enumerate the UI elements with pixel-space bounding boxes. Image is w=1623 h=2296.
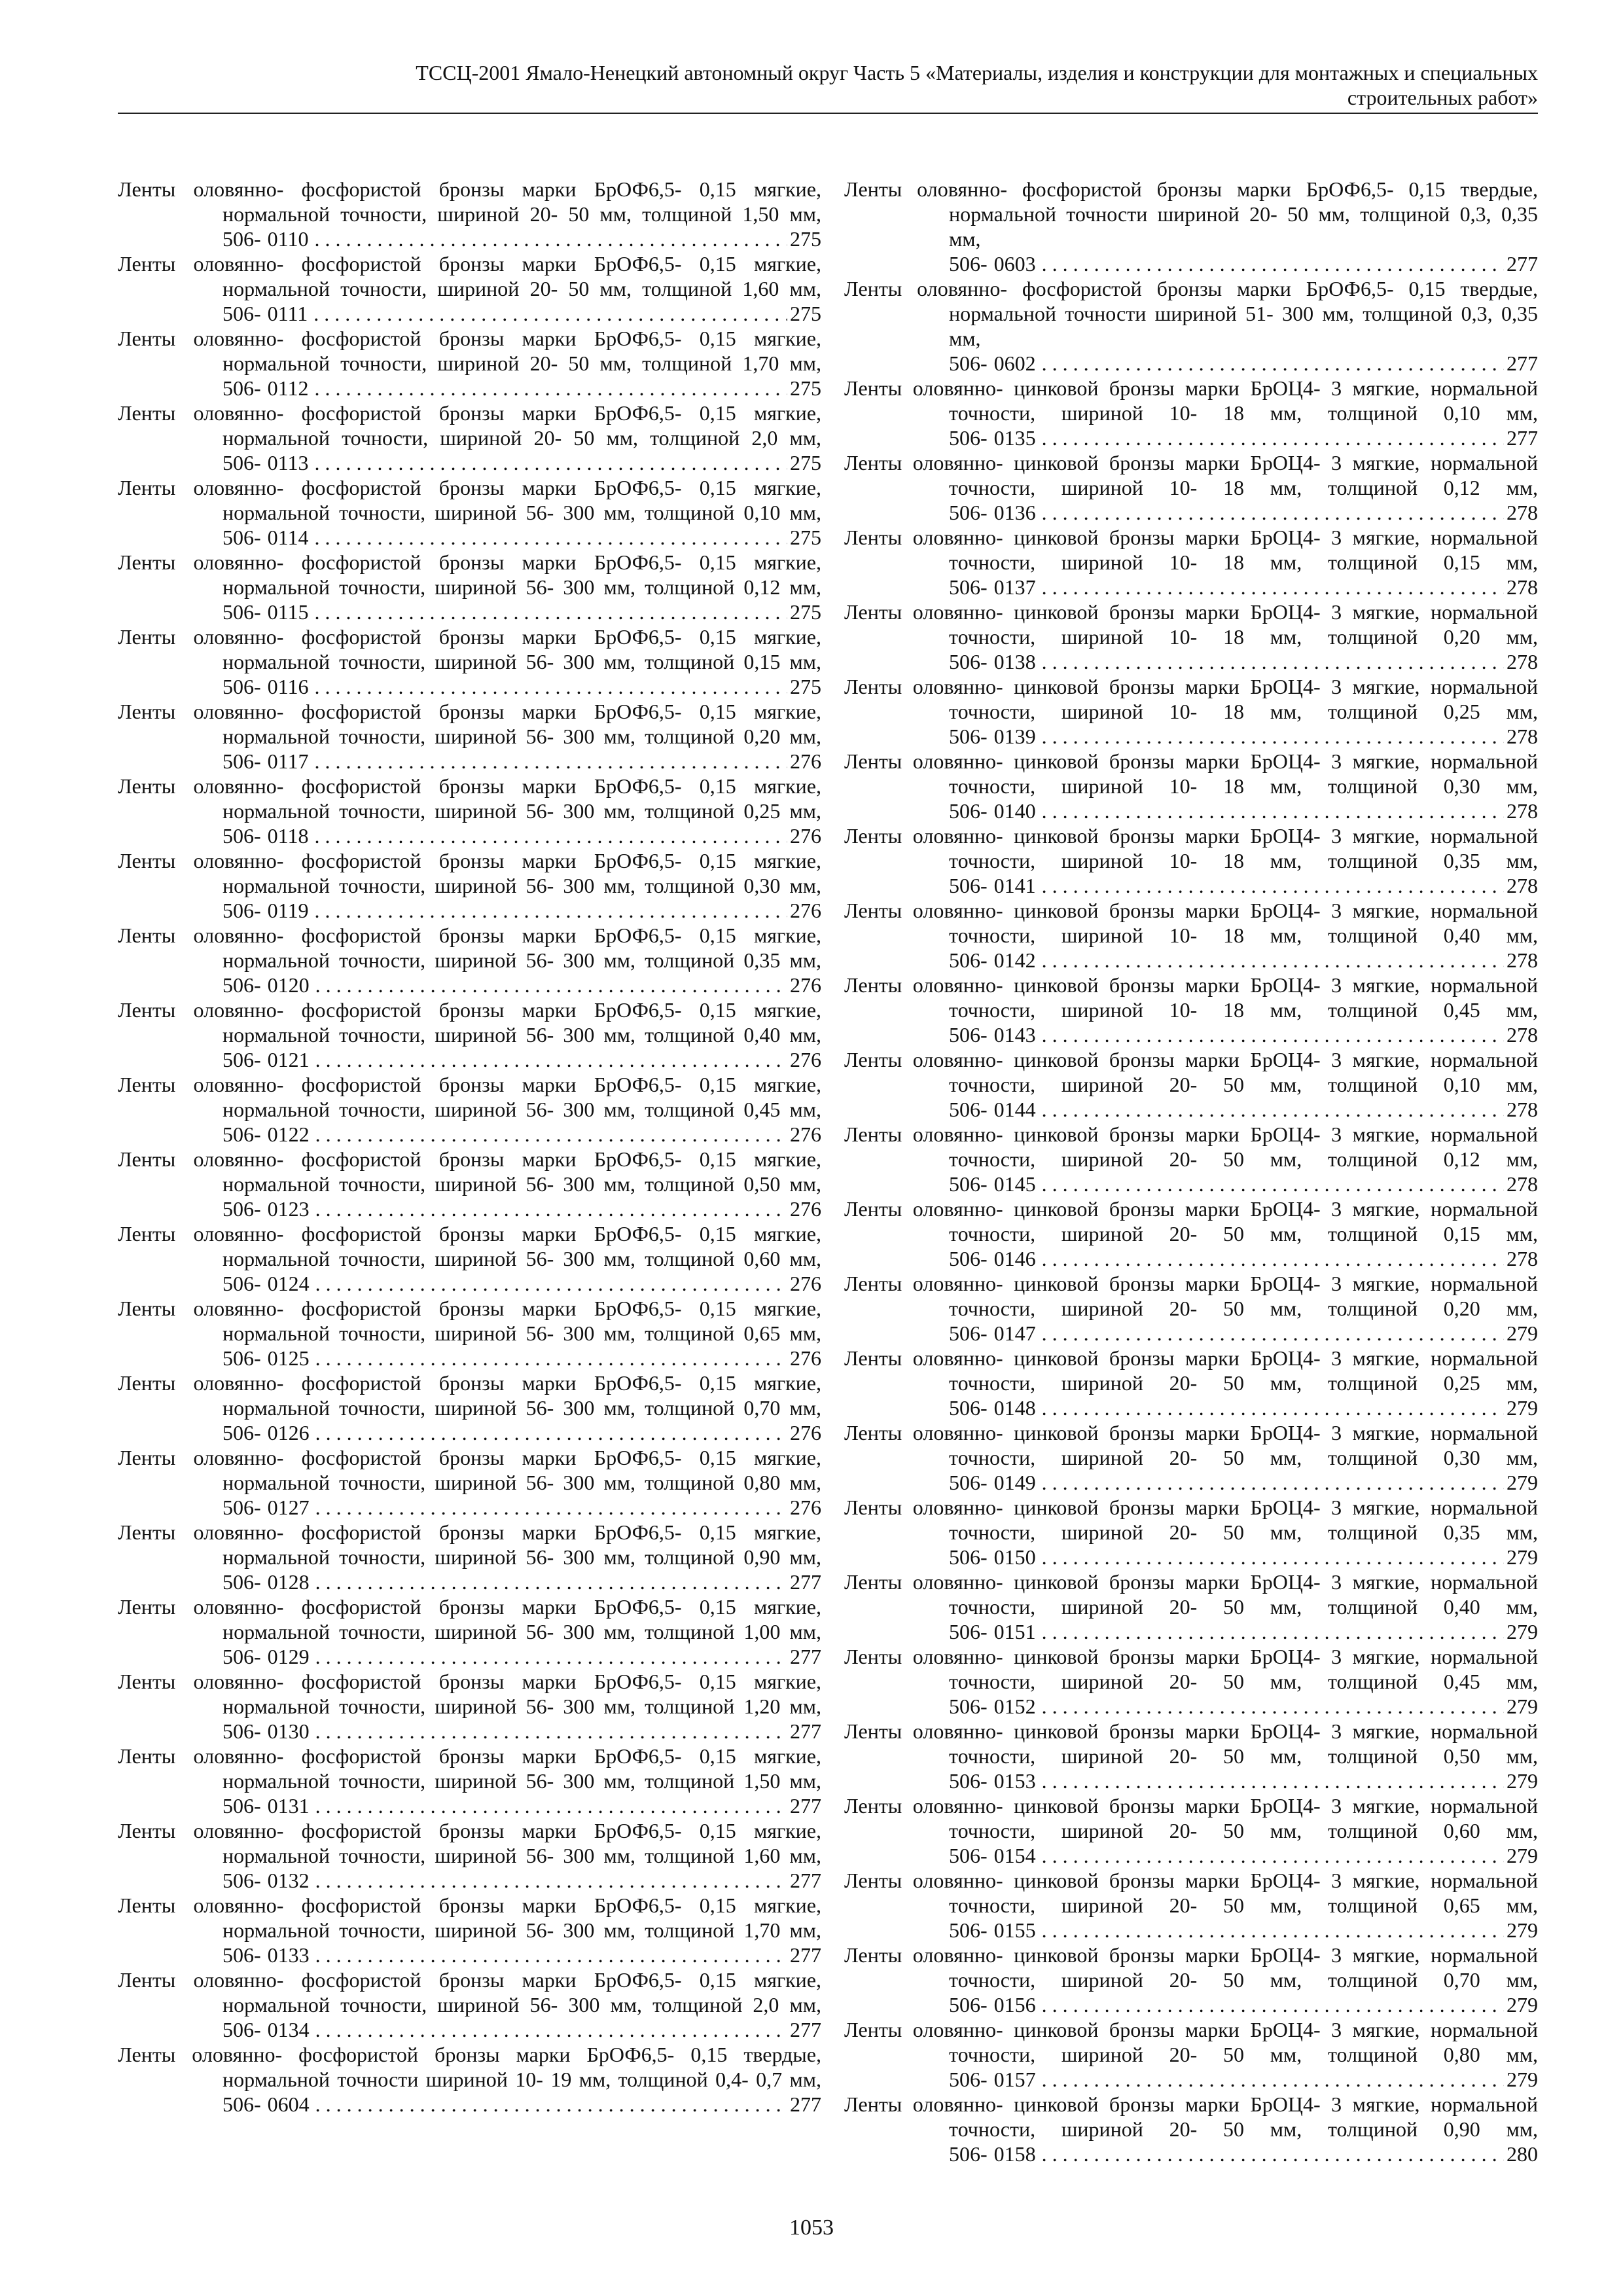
entry-description: Ленты оловянно- цинковой бронзы марки БрОЦ4- 3 мягкие, нормальной точности, шириной 20- 50 мм, толщиной 0,35 мм,	[844, 1496, 1538, 1544]
entry-description: Ленты оловянно- цинковой бронзы марки БрОЦ4- 3 мягкие, нормальной точности, шириной 10- 18 мм, толщиной 0,15 мм,	[844, 526, 1538, 574]
index-entry	[844, 376, 1538, 450]
entry-code: 506- 0151 . . .	[949, 1620, 1538, 1643]
entry-page-number: 280	[1504, 2142, 1538, 2166]
index-entry	[118, 1744, 821, 1818]
entry-page-number: 278	[1504, 649, 1538, 674]
entry-code: 506- 0114 . . .	[223, 526, 821, 549]
entry-code: 506- 0145 . . .	[949, 1172, 1538, 1196]
entry-description: Ленты оловянно- фосфористой бронзы марки БрОФ6,5- 0,15 мягкие, нормальной точности, шириной 56- 300 мм, толщиной 0,45 мм,	[118, 1073, 821, 1121]
index-entry	[844, 823, 1538, 898]
entry-page-number: 275	[787, 226, 821, 251]
entry-page-number: 277	[787, 1570, 821, 1594]
entry-page-number: 278	[1504, 873, 1538, 898]
entry-description: Ленты оловянно- фосфористой бронзы марки БрОФ6,5- 0,15 мягкие, нормальной точности, шириной 20- 50 мм, толщиной 1,70 мм,	[118, 327, 821, 375]
entry-code: 506- 0140 . . .	[949, 799, 1538, 823]
index-entry	[118, 2042, 821, 2117]
entry-code: 506- 0147 . . .	[949, 1321, 1538, 1345]
page-number: 1053	[789, 2215, 834, 2240]
index-entry	[118, 1967, 821, 2042]
entry-description: Ленты оловянно- цинковой бронзы марки БрОЦ4- 3 мягкие, нормальной точности, шириной 20- 50 мм, толщиной 0,90 мм,	[844, 2092, 1538, 2141]
entry-description: Ленты оловянно- фосфористой бронзы марки БрОФ6,5- 0,15 мягкие, нормальной точности, шириной 56- 300 мм, толщиной 0,15 мм,	[118, 625, 821, 673]
entry-code: 506- 0116 . . .	[223, 675, 821, 698]
entry-page-number: 278	[1504, 948, 1538, 973]
entry-description: Ленты оловянно- цинковой бронзы марки БрОЦ4- 3 мягкие, нормальной точности, шириной 20- 50 мм, толщиной 0,40 мм,	[844, 1570, 1538, 1619]
entry-description: Ленты оловянно- фосфористой бронзы марки БрОФ6,5- 0,15 мягкие, нормальной точности, шириной 20- 50 мм, толщиной 2,0 мм,	[118, 401, 821, 450]
index-entry	[118, 624, 821, 699]
entry-description: Ленты оловянно- фосфористой бронзы марки БрОФ6,5- 0,15 мягкие, нормальной точности, шириной 56- 300 мм, толщиной 0,65 мм,	[118, 1297, 821, 1345]
index-entry	[844, 973, 1538, 1047]
entry-page-number: 276	[787, 1196, 821, 1221]
entry-page-number: 276	[787, 1122, 821, 1147]
header-line-1: ТССЦ-2001 Ямало-Ненецкий автономный округ Часть 5 «Материалы, изделия и конструкции для монтажных и специальных	[416, 61, 1538, 84]
entry-code: 506- 0152 . . .	[949, 1695, 1538, 1718]
entry-description: Ленты оловянно- фосфористой бронзы марки БрОФ6,5- 0,15 мягкие, нормальной точности, шириной 56- 300 мм, толщиной 0,25 мм,	[118, 774, 821, 823]
index-entry	[118, 699, 821, 774]
index-entry	[118, 774, 821, 848]
index-entry	[844, 1196, 1538, 1271]
index-entry	[844, 1420, 1538, 1495]
entry-code: 506- 0149 . . .	[949, 1471, 1538, 1494]
entry-page-number: 279	[1504, 1395, 1538, 1420]
entry-page-number: 276	[787, 1271, 821, 1296]
entry-page-number: 275	[787, 450, 821, 475]
index-entry	[844, 2092, 1538, 2166]
entry-code: 506- 0138 . . .	[949, 650, 1538, 673]
entry-description: Ленты оловянно- фосфористой бронзы марки БрОФ6,5- 0,15 мягкие, нормальной точности, шириной 56- 300 мм, толщиной 1,20 мм,	[118, 1670, 821, 1718]
entry-code: 506- 0146 . . .	[949, 1247, 1538, 1270]
index-entry	[844, 1047, 1538, 1122]
entry-page-number: 275	[787, 600, 821, 624]
index-entry	[844, 898, 1538, 973]
entry-description: Ленты оловянно- цинковой бронзы марки БрОЦ4- 3 мягкие, нормальной точности, шириной 10- 18 мм, толщиной 0,30 мм,	[844, 749, 1538, 798]
index-entry	[118, 326, 821, 401]
entry-page-number: 276	[787, 1047, 821, 1072]
index-entry	[118, 1669, 821, 1744]
entry-page-number: 276	[787, 898, 821, 923]
entry-description: Ленты оловянно- цинковой бронзы марки БрОЦ4- 3 мягкие, нормальной точности, шириной 20- 50 мм, толщиной 0,12 мм,	[844, 1122, 1538, 1171]
index-entry	[118, 1296, 821, 1371]
entry-code: 506- 0150 . . .	[949, 1545, 1538, 1569]
index-entry	[118, 1371, 821, 1445]
index-entry	[844, 276, 1538, 376]
entry-description: Ленты оловянно- цинковой бронзы марки БрОЦ4- 3 мягкие, нормальной точности, шириной 10- 18 мм, толщиной 0,12 мм,	[844, 451, 1538, 499]
entry-code: 506- 0132 . . .	[223, 1869, 821, 1892]
entry-page-number: 275	[787, 525, 821, 550]
entry-description: Ленты оловянно- фосфористой бронзы марки БрОФ6,5- 0,15 мягкие, нормальной точности, шириной 56- 300 мм, толщиной 0,10 мм,	[118, 476, 821, 524]
entry-description: Ленты оловянно- цинковой бронзы марки БрОЦ4- 3 мягкие, нормальной точности, шириной 20- 50 мм, толщиной 0,25 мм,	[844, 1346, 1538, 1395]
index-entry	[844, 1346, 1538, 1420]
entry-description: Ленты оловянно- цинковой бронзы марки БрОЦ4- 3 мягкие, нормальной точности, шириной 20- 50 мм, толщиной 0,45 мм,	[844, 1645, 1538, 1693]
entry-page-number: 279	[1504, 1843, 1538, 1868]
entry-page-number: 279	[1504, 1545, 1538, 1570]
entry-code: 506- 0158 . . .	[949, 2142, 1538, 2166]
entry-description: Ленты оловянно- фосфористой бронзы марки БрОФ6,5- 0,15 мягкие, нормальной точности, шириной 56- 300 мм, толщиной 0,50 мм,	[118, 1147, 821, 1196]
index-entry	[118, 1072, 821, 1147]
index-entry	[844, 749, 1538, 823]
index-entry	[844, 1644, 1538, 1719]
entry-code: 506- 0117 . . .	[223, 749, 821, 773]
entry-page-number: 279	[1504, 1470, 1538, 1495]
entry-description: Ленты оловянно- фосфористой бронзы марки БрОФ6,5- 0,15 твердые, нормальной точности шириной 10- 19 мм, толщиной 0,4- 0,7 мм,	[118, 2043, 821, 2091]
entry-code: 506- 0128 . . .	[223, 1570, 821, 1594]
entry-code: 506- 0120 . . .	[223, 973, 821, 997]
entry-description: Ленты оловянно- цинковой бронзы марки БрОЦ4- 3 мягкие, нормальной точности, шириной 10- 18 мм, толщиной 0,10 мм,	[844, 376, 1538, 425]
entry-code: 506- 0148 . . .	[949, 1396, 1538, 1420]
entry-code: 506- 0144 . . .	[949, 1098, 1538, 1121]
entry-code: 506- 0137 . . .	[949, 575, 1538, 599]
index-entry	[118, 923, 821, 997]
entry-page-number: 279	[1504, 1694, 1538, 1719]
entry-page-number: 277	[787, 2017, 821, 2042]
entry-description: Ленты оловянно- цинковой бронзы марки БрОЦ4- 3 мягкие, нормальной точности, шириной 10- 18 мм, толщиной 0,40 мм,	[844, 899, 1538, 947]
running-header	[118, 60, 1538, 114]
entry-code: 506- 0125 . . .	[223, 1346, 821, 1370]
entry-page-number: 278	[1504, 500, 1538, 525]
index-entry	[844, 1122, 1538, 1196]
entry-description: Ленты оловянно- фосфористой бронзы марки БрОФ6,5- 0,15 мягкие, нормальной точности, шириной 56- 300 мм, толщиной 0,12 мм,	[118, 550, 821, 599]
index-entry	[844, 1943, 1538, 2017]
entry-page-number: 275	[787, 301, 821, 326]
entry-description: Ленты оловянно- фосфористой бронзы марки БрОФ6,5- 0,15 мягкие, нормальной точности, шириной 56- 300 мм, толщиной 0,30 мм,	[118, 849, 821, 897]
entry-page-number: 279	[1504, 1768, 1538, 1793]
entry-code: 506- 0118 . . .	[223, 824, 821, 848]
entry-page-number: 277	[1504, 425, 1538, 450]
entry-code: 506- 0139 . . .	[949, 725, 1538, 748]
entry-code: 506- 0124 . . .	[223, 1272, 821, 1295]
index-entry	[118, 1147, 821, 1221]
entry-page-number: 278	[1504, 1172, 1538, 1196]
index-entry	[118, 1445, 821, 1520]
entry-code: 506- 0123 . . .	[223, 1197, 821, 1221]
entry-code: 506- 0143 . . .	[949, 1023, 1538, 1047]
entry-page-number: 277	[787, 1793, 821, 1818]
entry-description: Ленты оловянно- фосфористой бронзы марки БрОФ6,5- 0,15 мягкие, нормальной точности, шириной 56- 300 мм, толщиной 0,90 мм,	[118, 1520, 821, 1569]
entry-description: Ленты оловянно- цинковой бронзы марки БрОЦ4- 3 мягкие, нормальной точности, шириной 20- 50 мм, толщиной 0,80 мм,	[844, 2018, 1538, 2066]
entry-description: Ленты оловянно- цинковой бронзы марки БрОЦ4- 3 мягкие, нормальной точности, шириной 10- 18 мм, толщиной 0,20 мм,	[844, 600, 1538, 649]
entry-code: 506- 0127 . . .	[223, 1496, 821, 1519]
entry-page-number: 276	[787, 749, 821, 774]
entry-description: Ленты оловянно- фосфористой бронзы марки БрОФ6,5- 0,15 мягкие, нормальной точности, шириной 56- 300 мм, толщиной 2,0 мм,	[118, 1968, 821, 2017]
entry-page-number: 278	[1504, 1097, 1538, 1122]
index-column-left	[118, 177, 821, 2117]
entry-code: 506- 0153 . . .	[949, 1769, 1538, 1793]
entry-code: 506- 0604 . . .	[223, 2092, 821, 2116]
entry-description: Ленты оловянно- фосфористой бронзы марки БрОФ6,5- 0,15 мягкие, нормальной точности, шириной 56- 300 мм, толщиной 0,80 мм,	[118, 1446, 821, 1494]
entry-page-number: 279	[1504, 1619, 1538, 1644]
index-entry	[844, 525, 1538, 600]
entry-code: 506- 0112 . . .	[223, 376, 821, 400]
entry-code: 506- 0603 . . .	[949, 252, 1538, 276]
entry-code: 506- 0135 . . .	[949, 426, 1538, 450]
entry-description: Ленты оловянно- фосфористой бронзы марки БрОФ6,5- 0,15 мягкие, нормальной точности, шириной 20- 50 мм, толщиной 1,50 мм,	[118, 177, 821, 226]
entry-description: Ленты оловянно- фосфористой бронзы марки БрОФ6,5- 0,15 мягкие, нормальной точности, шириной 56- 300 мм, толщиной 0,20 мм,	[118, 700, 821, 748]
index-entry	[118, 475, 821, 550]
entry-code: 506- 0133 . . .	[223, 1943, 821, 1967]
index-entry	[844, 1719, 1538, 1793]
entry-page-number: 278	[1504, 724, 1538, 749]
entry-description: Ленты оловянно- фосфористой бронзы марки БрОФ6,5- 0,15 мягкие, нормальной точности, шириной 56- 300 мм, толщиной 1,50 мм,	[118, 1744, 821, 1793]
index-entry	[118, 550, 821, 624]
entry-description: Ленты оловянно- фосфористой бронзы марки БрОФ6,5- 0,15 мягкие, нормальной точности, шириной 56- 300 мм, толщиной 1,70 мм,	[118, 1893, 821, 1942]
entry-description: Ленты оловянно- фосфористой бронзы марки БрОФ6,5- 0,15 мягкие, нормальной точности, шириной 56- 300 мм, толщиной 0,40 мм,	[118, 998, 821, 1047]
index-entry	[844, 1495, 1538, 1570]
index-entry	[844, 1868, 1538, 1943]
entry-description: Ленты оловянно- цинковой бронзы марки БрОЦ4- 3 мягкие, нормальной точности, шириной 10- 18 мм, толщиной 0,45 мм,	[844, 973, 1538, 1022]
index-entry	[118, 1520, 821, 1594]
entry-code: 506- 0136 . . .	[949, 501, 1538, 524]
entry-description: Ленты оловянно- цинковой бронзы марки БрОЦ4- 3 мягкие, нормальной точности, шириной 20- 50 мм, толщиной 0,30 мм,	[844, 1421, 1538, 1469]
entry-code: 506- 0142 . . .	[949, 948, 1538, 972]
entry-description: Ленты оловянно- фосфористой бронзы марки БрОФ6,5- 0,15 твердые, нормальной точности шириной 51- 300 мм, толщиной 0,3, 0,35 мм,	[844, 277, 1538, 350]
index-entry	[118, 251, 821, 326]
entry-page-number: 275	[787, 376, 821, 401]
entry-page-number: 278	[1504, 1246, 1538, 1271]
entry-code: 506- 0141 . . .	[949, 874, 1538, 897]
entry-code: 506- 0134 . . .	[223, 2018, 821, 2041]
entry-description: Ленты оловянно- цинковой бронзы марки БрОЦ4- 3 мягкие, нормальной точности, шириной 10- 18 мм, толщиной 0,25 мм,	[844, 675, 1538, 723]
entry-code: 506- 0126 . . .	[223, 1421, 821, 1444]
entry-code: 506- 0157 . . .	[949, 2068, 1538, 2091]
entry-page-number: 277	[1504, 351, 1538, 376]
index-entry	[844, 1570, 1538, 1644]
index-entry	[844, 600, 1538, 674]
entry-description: Ленты оловянно- цинковой бронзы марки БрОЦ4- 3 мягкие, нормальной точности, шириной 20- 50 мм, толщиной 0,60 мм,	[844, 1794, 1538, 1842]
entry-description: Ленты оловянно- цинковой бронзы марки БрОЦ4- 3 мягкие, нормальной точности, шириной 10- 18 мм, толщиной 0,35 мм,	[844, 824, 1538, 872]
entry-page-number: 276	[787, 1420, 821, 1445]
entry-description: Ленты оловянно- цинковой бронзы марки БрОЦ4- 3 мягкие, нормальной точности, шириной 20- 50 мм, толщиной 0,15 мм,	[844, 1197, 1538, 1246]
entry-page-number: 277	[787, 1719, 821, 1744]
entry-page-number: 279	[1504, 2067, 1538, 2092]
entry-description: Ленты оловянно- цинковой бронзы марки БрОЦ4- 3 мягкие, нормальной точности, шириной 20- 50 мм, толщиной 0,70 мм,	[844, 1943, 1538, 1992]
entry-page-number: 277	[787, 1644, 821, 1669]
entry-page-number: 276	[787, 1346, 821, 1371]
entry-description: Ленты оловянно- фосфористой бронзы марки БрОФ6,5- 0,15 мягкие, нормальной точности, шириной 20- 50 мм, толщиной 1,60 мм,	[118, 252, 821, 300]
entry-code: 506- 0130 . . .	[223, 1719, 821, 1743]
entry-code: 506- 0115 . . .	[223, 600, 821, 624]
entry-page-number: 276	[787, 823, 821, 848]
entry-description: Ленты оловянно- фосфористой бронзы марки БрОФ6,5- 0,15 мягкие, нормальной точности, шириной 56- 300 мм, толщиной 0,70 мм,	[118, 1371, 821, 1420]
entry-code: 506- 0110 . . .	[223, 227, 821, 251]
index-entry	[844, 2017, 1538, 2092]
entry-page-number: 278	[1504, 1022, 1538, 1047]
entry-description: Ленты оловянно- фосфористой бронзы марки БрОФ6,5- 0,15 мягкие, нормальной точности, шириной 56- 300 мм, толщиной 0,35 мм,	[118, 924, 821, 972]
index-entry	[118, 1893, 821, 1967]
index-entry	[118, 997, 821, 1072]
index-entry	[844, 1793, 1538, 1868]
entry-page-number: 278	[1504, 798, 1538, 823]
entry-code: 506- 0131 . . .	[223, 1794, 821, 1818]
entry-code: 506- 0122 . . .	[223, 1122, 821, 1146]
entry-description: Ленты оловянно- фосфористой бронзы марки БрОФ6,5- 0,15 мягкие, нормальной точности, шириной 56- 300 мм, толщиной 0,60 мм,	[118, 1222, 821, 1270]
entry-page-number: 277	[787, 1943, 821, 1967]
index-entry	[118, 1818, 821, 1893]
entry-code: 506- 0111 . . .	[223, 302, 821, 325]
index-entry	[118, 848, 821, 923]
entry-page-number: 277	[787, 1868, 821, 1893]
index-entry	[118, 177, 821, 251]
entry-description: Ленты оловянно- фосфористой бронзы марки БрОФ6,5- 0,15 мягкие, нормальной точности, шириной 56- 300 мм, толщиной 1,60 мм,	[118, 1819, 821, 1867]
entry-description: Ленты оловянно- цинковой бронзы марки БрОЦ4- 3 мягкие, нормальной точности, шириной 20- 50 мм, толщиной 0,65 мм,	[844, 1869, 1538, 1917]
entry-page-number: 276	[787, 1495, 821, 1520]
index-column-right	[844, 177, 1538, 2166]
entry-description: Ленты оловянно- фосфористой бронзы марки БрОФ6,5- 0,15 твердые, нормальной точности шириной 20- 50 мм, толщиной 0,3, 0,35 мм,	[844, 177, 1538, 251]
entry-code: 506- 0154 . . .	[949, 1844, 1538, 1867]
entry-description: Ленты оловянно- цинковой бронзы марки БрОЦ4- 3 мягкие, нормальной точности, шириной 20- 50 мм, толщиной 0,50 мм,	[844, 1719, 1538, 1768]
entry-description: Ленты оловянно- цинковой бронзы марки БрОЦ4- 3 мягкие, нормальной точности, шириной 20- 50 мм, толщиной 0,20 мм,	[844, 1272, 1538, 1320]
index-entry	[844, 450, 1538, 525]
entry-code: 506- 0113 . . .	[223, 451, 821, 475]
entry-page-number: 277	[1504, 251, 1538, 276]
entry-code: 506- 0155 . . .	[949, 1918, 1538, 1942]
entry-page-number: 276	[787, 973, 821, 997]
index-entry	[118, 401, 821, 475]
entry-code: 506- 0119 . . .	[223, 899, 821, 922]
index-entry	[844, 674, 1538, 749]
index-entry	[118, 1594, 821, 1669]
header-line-2: строительных работ»	[1347, 86, 1538, 109]
entry-code: 506- 0602 . . .	[949, 351, 1538, 375]
entry-description: Ленты оловянно- цинковой бронзы марки БрОЦ4- 3 мягкие, нормальной точности, шириной 20- 50 мм, толщиной 0,10 мм,	[844, 1048, 1538, 1096]
entry-page-number: 277	[787, 2092, 821, 2117]
index-entry	[844, 1271, 1538, 1346]
entry-page-number: 279	[1504, 1321, 1538, 1346]
entry-page-number: 275	[787, 674, 821, 699]
entry-page-number: 279	[1504, 1992, 1538, 2017]
entry-code: 506- 0156 . . .	[949, 1993, 1538, 2017]
index-entry	[118, 1221, 821, 1296]
index-entry	[844, 177, 1538, 276]
entry-page-number: 279	[1504, 1918, 1538, 1943]
entry-page-number: 278	[1504, 575, 1538, 600]
entry-code: 506- 0129 . . .	[223, 1645, 821, 1668]
entry-code: 506- 0121 . . .	[223, 1048, 821, 1071]
entry-description: Ленты оловянно- фосфористой бронзы марки БрОФ6,5- 0,15 мягкие, нормальной точности, шириной 56- 300 мм, толщиной 1,00 мм,	[118, 1595, 821, 1643]
